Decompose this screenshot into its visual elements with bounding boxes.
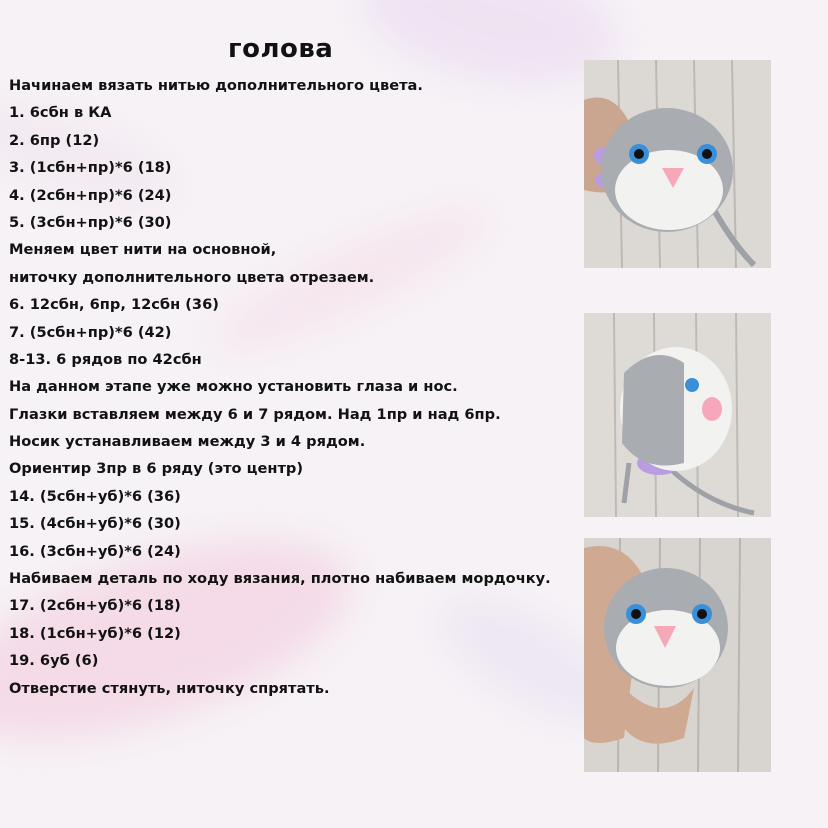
instruction-line: 4. (2сбн+пр)*6 (24) [9,186,172,204]
instruction-line: 7. (5сбн+пр)*6 (42) [9,323,172,341]
page-title: голова [228,34,334,64]
instruction-line: Глазки вставляем между 6 и 7 рядом. Над 1пр и над 6пр. [9,405,501,423]
instruction-line: Меняем цвет нити на основной, [9,241,277,259]
instruction-line: 14. (5сбн+уб)*6 (36) [9,487,181,505]
instruction-line: Отверстие стянуть, ниточку спрятать. [9,679,330,697]
photo-head-in-hand [584,538,771,772]
instruction-line: 5. (3сбн+пр)*6 (30) [9,213,172,231]
instruction-line: ниточку дополнительного цвета отрезаем. [9,268,375,286]
instruction-list [9,72,551,702]
instruction-line: 16. (3сбн+уб)*6 (24) [9,542,181,560]
photo-head-side [584,313,771,517]
instruction-line: На данном этапе уже можно установить глаза и нос. [9,378,458,396]
instruction-line: 3. (1сбн+пр)*6 (18) [9,159,172,177]
instruction-line: 15. (4сбн+уб)*6 (30) [9,515,181,533]
instruction-line: Ориентир 3пр в 6 ряду (это центр) [9,460,304,478]
instruction-line: 6. 12сбн, 6пр, 12сбн (36) [9,296,219,314]
photo-head-front [584,60,771,268]
instruction-line: Носик устанавливаем между 3 и 4 рядом. [9,433,366,451]
instruction-line: 1. 6сбн в КА [9,104,112,122]
instruction-line: Набиваем деталь по ходу вязания, плотно набиваем мордочку. [9,570,551,588]
instruction-line: 19. 6уб (6) [9,652,99,670]
instruction-line: Начинаем вязать нитью дополнительного цвета. [9,77,423,94]
instruction-line: 18. (1сбн+уб)*6 (12) [9,624,181,642]
instruction-line: 2. 6пр (12) [9,131,100,149]
instruction-line: 17. (2сбн+уб)*6 (18) [9,597,181,615]
instruction-line: 8-13. 6 рядов по 42сбн [9,350,202,368]
